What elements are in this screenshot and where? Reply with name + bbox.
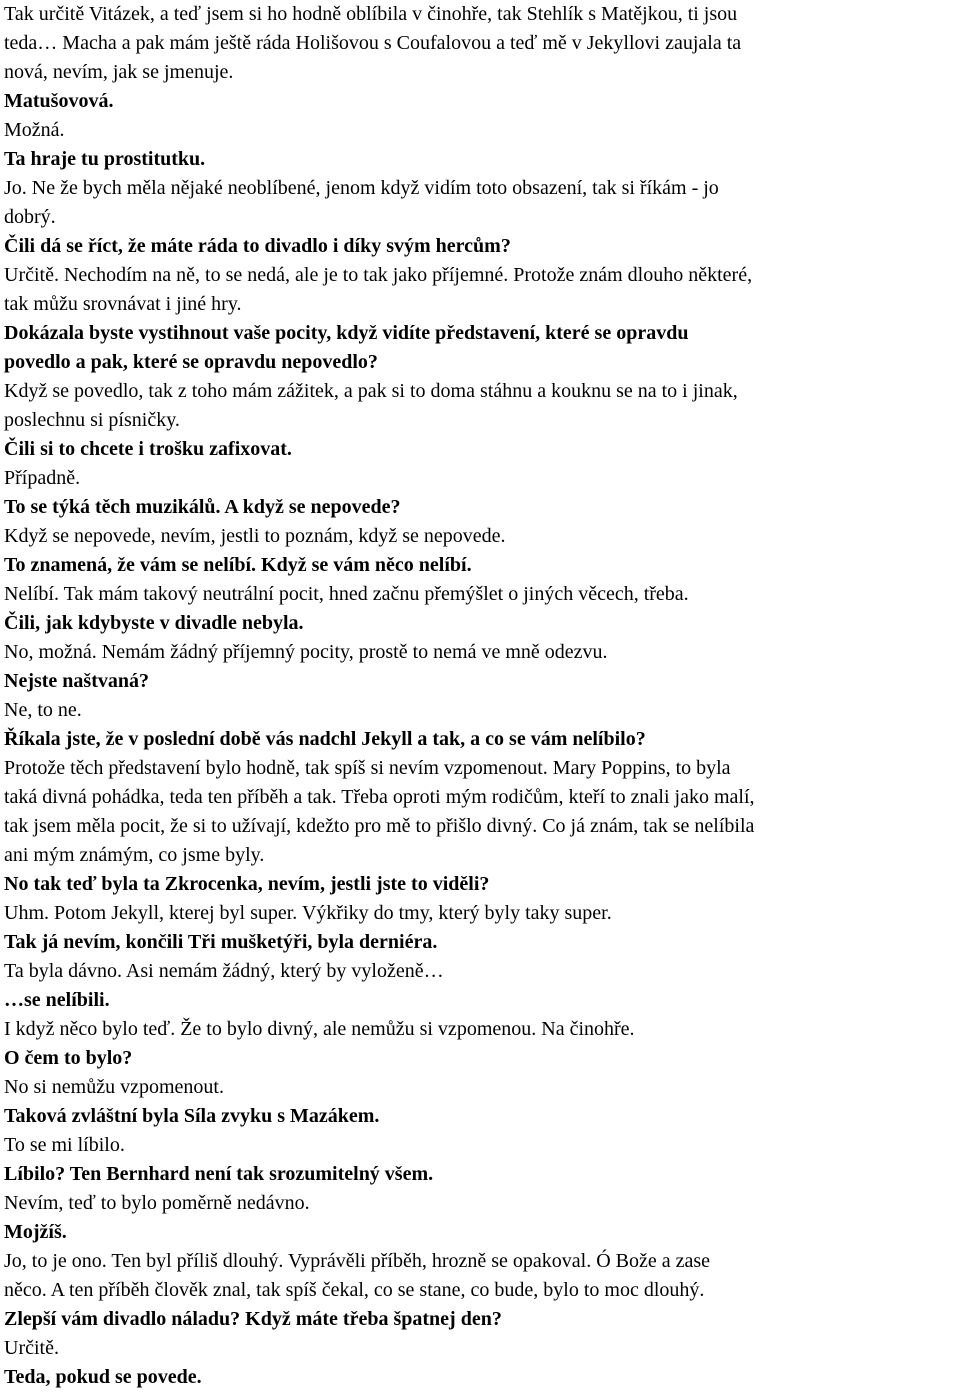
respondent-answer-line: Jo, to je ono. Ten byl příliš dlouhý. Vyprávěli příběh, hrozně se opakoval. Ó Bože a zase: [4, 1250, 711, 1272]
interviewer-question-line: Mojžíš.: [4, 1221, 67, 1243]
respondent-answer-line: teda… Macha a pak mám ještě ráda Holišovou s Coufalovou a teď mě v Jekyllovi zaujala ta: [4, 32, 742, 54]
interviewer-question-line: Říkala jste, že v poslední době vás nadchl Jekyll a tak, a co se vám nelíbilo?: [4, 728, 646, 750]
respondent-answer-line: Když se nepovede, nevím, jestli to poznám, když se nepovede.: [4, 525, 506, 547]
interviewer-question-line: Taková zvláštní byla Síla zvyku s Mazákem.: [4, 1105, 380, 1127]
interviewer-question-line: povedlo a pak, které se opravdu nepovedlo?: [4, 351, 378, 373]
respondent-answer-line: Tak určitě Vitázek, a teď jsem si ho hodně oblíbila v činohře, tak Stehlík s Matějkou, ti jsou: [4, 3, 738, 25]
interviewer-question-line: Čili, jak kdybyste v divadle nebyla.: [4, 612, 304, 634]
respondent-answer-line: taká divná pohádka, teda ten příběh a tak. Třeba oproti mým rodičům, kteří to znali jako malí,: [4, 786, 755, 808]
interviewer-question-line: Čili si to chcete i trošku zafixovat.: [4, 438, 292, 460]
respondent-answer-line: Nevím, teď to bylo poměrně nedávno.: [4, 1192, 310, 1214]
interviewer-question-line: Zlepší vám divadlo náladu? Když máte třeba špatnej den?: [4, 1308, 502, 1330]
interviewer-question-line: Teda, pokud se povede.: [4, 1366, 202, 1388]
respondent-answer-line: poslechnu si písničky.: [4, 409, 180, 431]
interviewer-question-line: Líbilo? Ten Bernhard není tak srozumitelný všem.: [4, 1163, 434, 1185]
respondent-answer-line: dobrý.: [4, 206, 56, 228]
interviewer-question-line: No tak teď byla ta Zkrocenka, nevím, jestli jste to viděli?: [4, 873, 490, 895]
interviewer-question-line: To znamená, že vám se nelíbí. Když se vám něco nelíbí.: [4, 554, 472, 576]
interviewer-question-line: Ta hraje tu prostitutku.: [4, 148, 206, 170]
interview-transcript: [4, 0, 952, 1392]
respondent-answer-line: nová, nevím, jak se jmenuje.: [4, 61, 234, 83]
respondent-answer-line: Jo. Ne že bych měla nějaké neoblíbené, jenom když vidím toto obsazení, tak si říkám - jo: [4, 177, 719, 199]
respondent-answer-line: To se mi líbilo.: [4, 1134, 125, 1156]
interviewer-question-line: Nejste naštvaná?: [4, 670, 149, 692]
respondent-answer-line: Určitě.: [4, 1337, 59, 1359]
respondent-answer-line: Možná.: [4, 119, 65, 141]
respondent-answer-line: Protože těch představení bylo hodně, tak spíš si nevím vzpomenout. Mary Poppins, to byla: [4, 757, 731, 779]
respondent-answer-line: tak jsem měla pocit, že si to užívají, kdežto pro mě to přišlo divný. Co já znám, tak se nelíbila: [4, 815, 755, 837]
interviewer-question-line: …se nelíbili.: [4, 989, 110, 1011]
respondent-answer-line: No, možná. Nemám žádný příjemný pocity, prostě to nemá ve mně odezvu.: [4, 641, 608, 663]
respondent-answer-line: No si nemůžu vzpomenout.: [4, 1076, 224, 1098]
respondent-answer-line: Uhm. Potom Jekyll, kterej byl super. Výkřiky do tmy, který byly taky super.: [4, 902, 612, 924]
interviewer-question-line: To se týká těch muzikálů. A když se nepovede?: [4, 496, 401, 518]
respondent-answer-line: Nelíbí. Tak mám takový neutrální pocit, hned začnu přemýšlet o jiných věcech, třeba.: [4, 583, 689, 605]
respondent-answer-line: I když něco bylo teď. Že to bylo divný, ale nemůžu si vzpomenou. Na činohře.: [4, 1018, 635, 1040]
respondent-answer-line: Ne, to ne.: [4, 699, 82, 721]
respondent-answer-line: Případně.: [4, 467, 81, 489]
interviewer-question-line: Tak já nevím, končili Tři mušketýři, byla derniéra.: [4, 931, 438, 953]
respondent-answer-line: Když se povedlo, tak z toho mám zážitek, a pak si to doma stáhnu a kouknu se na to i jinak,: [4, 380, 738, 402]
interviewer-question-line: Dokázala byste vystihnout vaše pocity, když vidíte představení, které se opravdu: [4, 322, 689, 344]
respondent-answer-line: Určitě. Nechodím na ně, to se nedá, ale je to tak jako příjemné. Protože znám dlouho některé,: [4, 264, 753, 286]
interviewer-question-line: O čem to bylo?: [4, 1047, 133, 1069]
interviewer-question-line: Čili dá se říct, že máte ráda to divadlo i díky svým hercům?: [4, 235, 511, 257]
respondent-answer-line: ani mým známým, co jsme byly.: [4, 844, 265, 866]
respondent-answer-line: Ta byla dávno. Asi nemám žádný, který by vyloženě…: [4, 960, 444, 982]
respondent-answer-line: tak můžu srovnávat i jiné hry.: [4, 293, 242, 315]
respondent-answer-line: něco. A ten příběh člověk znal, tak spíš čekal, co se stane, co bude, bylo to moc dlouhý.: [4, 1279, 705, 1301]
interviewer-question-line: Matušovová.: [4, 90, 114, 112]
